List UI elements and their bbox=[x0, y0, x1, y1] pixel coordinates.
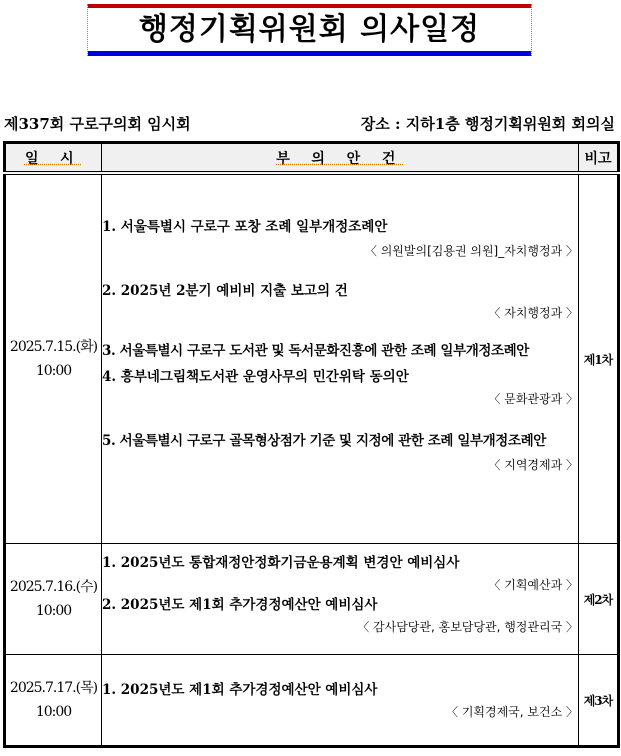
table-row bbox=[5, 544, 619, 655]
meeting-time: 10:00 bbox=[35, 363, 72, 379]
column-header-note: 비고 bbox=[579, 143, 619, 174]
date-cell bbox=[5, 173, 102, 544]
agenda-item-title: 5. 서울특별시 구로구 골목형상점가 기준 및 지정에 관한 조례 일부개정조례안 bbox=[102, 433, 546, 449]
meeting-date: 2025.7.16.(수) bbox=[9, 579, 98, 595]
venue-value: 지하1층 행정기획위원회 회의실 bbox=[405, 115, 615, 133]
agenda-cell bbox=[102, 544, 579, 655]
agenda-item-title: 4. 흥부네그림책도서관 운영사무의 민간위탁 동의안 bbox=[102, 369, 409, 385]
date-cell bbox=[5, 544, 102, 655]
agenda-item-dept: 〈 자치행정과 〉 bbox=[488, 306, 578, 320]
agenda-cell bbox=[102, 173, 579, 544]
agenda-item-dept: 〈 기획예산과 〉 bbox=[488, 578, 578, 592]
agenda-item-title: 1. 2025년도 제1회 추가경정예산안 예비심사 bbox=[102, 682, 378, 698]
venue-label bbox=[361, 113, 615, 134]
agenda-item-dept: 〈 지역경제과 〉 bbox=[488, 458, 578, 472]
note-cell: 제2차 bbox=[579, 544, 619, 655]
agenda-item-title: 1. 2025년도 통합재정안정화기금운용계획 변경안 예비심사 bbox=[102, 555, 460, 571]
column-header-agenda: 부 의 안 건 bbox=[102, 143, 579, 174]
agenda-item-dept: 〈 의원발의[김용권 의원]_자치행정과 〉 bbox=[364, 244, 578, 258]
title-banner bbox=[87, 4, 532, 56]
table-header-row bbox=[5, 143, 619, 174]
meeting-date: 2025.7.17.(목) bbox=[9, 680, 98, 696]
column-header-datetime: 일 시 bbox=[5, 143, 102, 174]
meeting-time: 10:00 bbox=[35, 603, 72, 619]
date-cell bbox=[5, 655, 102, 747]
table-row bbox=[5, 655, 619, 747]
meeting-time: 10:00 bbox=[35, 704, 72, 720]
agenda-item-dept: 〈 기획경제국, 보건소 〉 bbox=[446, 705, 578, 719]
meeting-date: 2025.7.15.(화) bbox=[9, 339, 98, 355]
agenda-item-dept: 〈 감사담당관, 홍보담당관, 행정관리국 〉 bbox=[357, 620, 578, 634]
title-top-red-bar bbox=[88, 4, 531, 8]
agenda-item-title: 3. 서울특별시 구로구 도서관 및 독서문화진흥에 관한 조례 일부개정조례안 bbox=[102, 343, 529, 359]
agenda-item-title: 2. 2025년 2분기 예비비 지출 보고의 건 bbox=[102, 283, 348, 299]
title-bottom-blue-bar bbox=[88, 51, 531, 56]
note-cell: 제3차 bbox=[579, 655, 619, 747]
page-title: 행정기획위원회 의사일정 bbox=[138, 12, 481, 47]
agenda-item-title: 1. 서울특별시 구로구 포창 조례 일부개정조례안 bbox=[102, 219, 388, 235]
agenda-item-title: 2. 2025년도 제1회 추가경정예산안 예비심사 bbox=[102, 597, 378, 613]
note-cell: 제1차 bbox=[579, 173, 619, 544]
agenda-cell bbox=[102, 655, 579, 747]
venue-prefix: 장소 : bbox=[360, 115, 401, 133]
agenda-table bbox=[3, 141, 620, 748]
table-row bbox=[5, 173, 619, 544]
agenda-item-dept: 〈 문화관광과 〉 bbox=[488, 392, 578, 406]
session-label: 제337회 구로구의회 임시회 bbox=[4, 115, 191, 133]
